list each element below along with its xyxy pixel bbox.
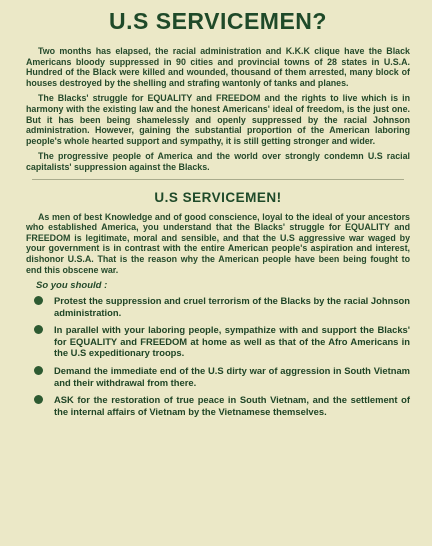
list-item: [26, 295, 410, 318]
bullet-dot-icon: [34, 395, 43, 404]
leaflet-title: U.S SERVICEMEN?: [109, 8, 327, 34]
section-subtitle: U.S SERVICEMEN!: [154, 189, 282, 205]
bullet-dot-icon: [34, 325, 43, 334]
paragraph-3: The progressive people of America and the world over strongly condemn U.S racial capitalists' suppression against the Blacks.: [26, 151, 410, 172]
list-item-text: In parallel with your laboring people, sympathize with and support the Blacks' for EQUALITY and FREEDOM at home as well as that of the Afro Americans in the U.S expeditionary troops.: [54, 324, 410, 359]
demands-list: [26, 295, 410, 417]
list-item: [26, 394, 410, 417]
bullet-dot-icon: [34, 366, 43, 375]
list-item: [26, 365, 410, 388]
bullet-dot-icon: [34, 296, 43, 305]
paragraph-4: As men of best Knowledge and of good conscience, loyal to the ideal of your ancestors who established America, you understand that the Blacks' struggle for EQUALITY and FREEDOM is legitimate, moral and sensible, and that the U.S aggressive war waged by your government is in contrast with the entire American people's aspiration and interest, dishonor U.S.A. That is the reason why the American people have been being fought to end this obscene war.: [26, 211, 410, 275]
paragraph-1: Two months has elapsed, the racial administration and K.K.K clique have the Black Americans bloody suppressed in 90 cities and provincial towns of 28 states in U.S.A. Hundred of the Black were killed and wounded, thousand of them arrested, many block of houses destroyed by the shelling and strafing wantonly of tanks and planes.: [26, 46, 410, 88]
list-item-text: Protest the suppression and cruel terrorism of the Blacks by the racial Johnson administration.: [54, 295, 410, 318]
call-to-action-label: So you should :: [36, 280, 108, 292]
paragraph-2: The Blacks' struggle for EQUALITY and FREEDOM and the rights to live which is in harmony with the existing law and the honest Americans' ideal of freedom, is the just one. But it has been being shamelessly and openly suppressed by the racial Johnson administration. However, gaining the substantial proportion of the American laboring people's whole hearted support and sympathy, it is still getting stronger and wider.: [26, 93, 410, 146]
divider: [32, 179, 404, 180]
list-item-text: Demand the immediate end of the U.S dirty war of aggression in South Vietnam and their withdrawal from there.: [54, 365, 410, 388]
list-item-text: ASK for the restoration of true peace in South Vietnam, and the settlement of the internal affairs of Vietnam by the Vietnamese themselves.: [54, 394, 410, 417]
list-item: [26, 324, 410, 359]
